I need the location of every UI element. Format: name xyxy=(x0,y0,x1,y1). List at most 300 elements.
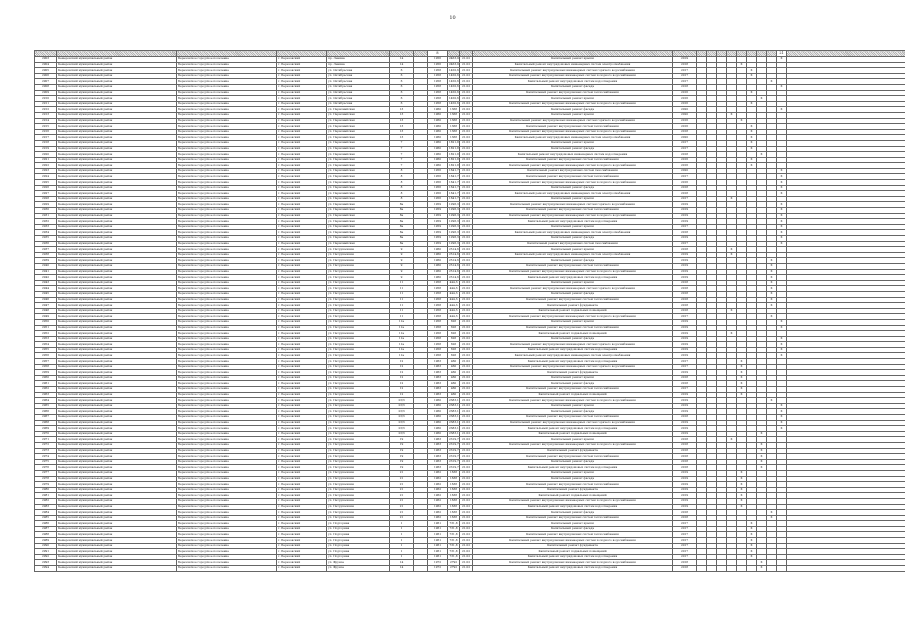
area-cell: 1821,8 xyxy=(449,140,459,145)
row-number: 2969 xyxy=(35,426,57,432)
work-type-cell: Капитальный ремонт внутридомовых инженерных систем горячего водоснабжения xyxy=(473,286,673,292)
year-cell: 1963 xyxy=(428,437,448,443)
year-cell: 1958 xyxy=(428,353,448,359)
municipality-cell: Кемеровский муниципальный район xyxy=(57,554,177,560)
area-cell: 2319,7 xyxy=(449,448,459,452)
row-number: 2933 xyxy=(35,224,57,230)
house-number-cell: 6 xyxy=(390,90,414,96)
row-number: 2927 xyxy=(35,191,57,197)
work-type-cell: Капитальный ремонт фасада xyxy=(473,84,673,90)
settlement-cell: Березовское городское поселение xyxy=(177,454,277,460)
house-number-cell: 12 xyxy=(390,375,414,381)
year-cell: 1960 xyxy=(428,263,448,269)
street-cell: ул. Подгорная xyxy=(327,526,390,532)
work-type-cell: Капитальный ремонт фасада xyxy=(473,409,673,415)
code-cell: 21.02 xyxy=(460,493,473,499)
house-number-cell: 6 xyxy=(390,79,414,85)
municipality-cell: Кемеровский муниципальный район xyxy=(57,297,177,303)
municipality-cell: Кемеровский муниципальный район xyxy=(57,470,177,476)
plan-year-cell: 2019 xyxy=(673,342,697,348)
plan-year-cell: 2018 xyxy=(673,247,697,253)
row-number: 2972 xyxy=(35,442,57,448)
mark-cell: X xyxy=(757,152,767,158)
municipality-cell: Кемеровский муниципальный район xyxy=(57,325,177,331)
year-cell: 1962 xyxy=(428,510,448,516)
street-cell: ул. Петрушечкин xyxy=(327,364,390,370)
mark-cell: X xyxy=(747,157,757,163)
work-type-cell: Капитальный ремонт внутридомовых инженерных систем горячего водоснабжения xyxy=(473,202,673,208)
mark-cell: X xyxy=(747,140,757,146)
settlement-cell: Березовское городское поселение xyxy=(177,476,277,482)
row-number: 2958 xyxy=(35,364,57,370)
year-cell: 1960 xyxy=(428,118,448,124)
year-cell: 1958 xyxy=(428,325,448,331)
code-cell: 21.02 xyxy=(460,325,473,331)
street-cell: ул. Первомайская xyxy=(327,157,390,163)
mark-cell: X xyxy=(777,213,787,219)
mark-cell: X xyxy=(747,554,757,560)
row-number: 2914 xyxy=(35,118,57,124)
street-cell: ул. Петрушечкин xyxy=(327,308,390,314)
code-cell: 21.02 xyxy=(460,112,473,118)
settlement-cell: Березовское городское поселение xyxy=(177,96,277,102)
plan-year-cell: 2019 xyxy=(673,236,697,242)
municipality-cell: Кемеровский муниципальный район xyxy=(57,398,177,404)
locality-cell: г. Березовский xyxy=(277,319,327,325)
settlement-cell: Березовское городское поселение xyxy=(177,157,277,163)
municipality-cell: Кемеровский муниципальный район xyxy=(57,566,177,572)
row-number: 2984 xyxy=(35,510,57,516)
work-type-cell: Капитальный ремонт крыши xyxy=(473,57,673,63)
locality-cell: г. Березовский xyxy=(277,504,327,510)
code-cell: 21.02 xyxy=(460,476,473,482)
municipality-cell: Кемеровский муниципальный район xyxy=(57,521,177,527)
municipality-cell: Кемеровский муниципальный район xyxy=(57,308,177,314)
house-number-cell: 11 xyxy=(390,297,414,303)
year-cell: 1963 xyxy=(428,375,448,381)
code-cell: 21.02 xyxy=(460,57,473,63)
area-cell: 1368 xyxy=(448,118,460,124)
house-number-cell: 1 xyxy=(390,554,414,560)
code-cell: 21.02 xyxy=(460,62,473,68)
settlement-cell: Березовское городское поселение xyxy=(177,303,277,309)
row-number: 2946 xyxy=(35,297,57,303)
year-cell: 1961 xyxy=(428,549,448,555)
code-cell: 21.02 xyxy=(460,96,473,102)
area-cell: 444,3 xyxy=(449,280,458,285)
house-number-cell: 8 xyxy=(390,191,414,197)
plan-year-cell: 2019 xyxy=(673,370,697,376)
work-type-cell: Капитальный ремонт подвальных помещений xyxy=(473,549,673,555)
area-cell: 2383,1 xyxy=(449,425,459,430)
area-cell: 2383,1 xyxy=(449,403,459,408)
work-type-cell: Капитальный ремонт крыши xyxy=(473,319,673,325)
code-cell: 21.02 xyxy=(460,420,473,426)
work-type-cell: Капитальный ремонт крыши xyxy=(473,280,673,286)
code-cell: 21.02 xyxy=(460,286,473,292)
code-cell: 21.02 xyxy=(460,146,473,152)
settlement-cell: Березовское городское поселение xyxy=(177,526,277,532)
settlement-cell: Березовское городское поселение xyxy=(177,498,277,504)
area-cell: 1638 xyxy=(448,504,460,510)
area-cell: 444,3 xyxy=(449,313,458,318)
street-cell: ул. Петрушечкин xyxy=(327,342,390,348)
house-number-cell: 9 xyxy=(390,247,414,253)
municipality-cell: Кемеровский муниципальный район xyxy=(57,236,177,242)
house-number-cell: 8а xyxy=(390,241,414,247)
settlement-cell: Березовское городское поселение xyxy=(177,403,277,409)
municipality-cell: Кемеровский муниципальный район xyxy=(57,560,177,566)
work-type-cell: Капитальный ремонт внутридомовых инженерных систем электроснабжения xyxy=(473,191,673,197)
municipality-cell: Кемеровский муниципальный район xyxy=(57,157,177,163)
locality-cell: г. Березовский xyxy=(277,157,327,163)
street-cell: ул. Петрушечкин xyxy=(327,504,390,510)
street-cell: ул. Петрушечкин xyxy=(327,387,390,393)
area-cell: 1296,3 xyxy=(449,229,459,234)
settlement-cell: Березовское городское поселение xyxy=(177,107,277,113)
mark-cell: X xyxy=(767,263,777,269)
house-number-cell: 12 xyxy=(390,381,414,387)
settlement-cell: Березовское городское поселение xyxy=(177,331,277,337)
mark-cell: X xyxy=(777,180,787,186)
row-number: 2968 xyxy=(35,420,57,426)
code-cell: 21.02 xyxy=(460,174,473,180)
plan-year-cell: 2019 xyxy=(673,331,697,337)
mark-cell: X xyxy=(727,252,737,258)
house-number-cell: 8а xyxy=(390,213,414,219)
mark-cell: X xyxy=(777,107,787,113)
mark-cell: X xyxy=(737,375,747,381)
street-cell: ул. Первомайская xyxy=(327,152,390,158)
work-type-cell: Капитальный ремонт фасада xyxy=(473,291,673,297)
plan-year-cell: 2019 xyxy=(673,319,697,325)
municipality-cell: Кемеровский муниципальный район xyxy=(57,140,177,146)
code-cell: 21.02 xyxy=(460,230,473,236)
code-cell: 21.02 xyxy=(460,191,473,197)
row-number: 2937 xyxy=(35,247,57,253)
row-number: 2930 xyxy=(35,208,57,214)
work-type-cell: Капитальный ремонт внутридомовых инженерных систем холодного водоснабжения xyxy=(473,73,673,79)
locality-cell: г. Березовский xyxy=(277,431,327,437)
year-cell: 1959 xyxy=(428,241,448,247)
area-cell: 444,3 xyxy=(449,291,458,296)
year-cell: 1956 xyxy=(428,185,448,191)
year-cell: 1963 xyxy=(428,442,448,448)
code-cell: 21.02 xyxy=(460,314,473,320)
settlement-cell: Березовское городское поселение xyxy=(177,297,277,303)
row-number: 2980 xyxy=(35,487,57,493)
area-cell: 731,8 xyxy=(449,548,458,553)
code-cell: 21.02 xyxy=(460,79,473,85)
mark-cell: X xyxy=(777,208,787,214)
locality-cell: г. Березовский xyxy=(277,415,327,421)
street-cell: ул. Первомайская xyxy=(327,191,390,197)
house-number-cell: 11а xyxy=(390,336,414,342)
row-number: 2957 xyxy=(35,359,57,365)
settlement-cell: Березовское городское поселение xyxy=(177,84,277,90)
work-type-cell: Капитальный ремонт крыши xyxy=(473,140,673,146)
locality-cell: г. Березовский xyxy=(277,180,327,186)
year-cell: 1972 xyxy=(428,566,448,572)
street-cell: ул. Петрушечкин xyxy=(327,252,390,258)
row-number: 2951 xyxy=(35,325,57,331)
work-type-cell: Капитальный ремонт фасада xyxy=(473,336,673,342)
settlement-cell: Березовское городское поселение xyxy=(177,370,277,376)
year-cell: 1959 xyxy=(428,219,448,225)
municipality-cell: Кемеровский муниципальный район xyxy=(57,431,177,437)
plan-year-cell: 2019 xyxy=(673,409,697,415)
street-cell: ул. Подгорная xyxy=(327,538,390,544)
plan-year-cell: 2016 xyxy=(673,157,697,163)
code-cell: 21.02 xyxy=(460,196,473,202)
year-cell: 1960 xyxy=(428,420,448,426)
work-type-cell: Капитальный ремонт фасада xyxy=(473,107,673,113)
mark-cell: X xyxy=(777,420,787,426)
mark-cell xyxy=(717,566,727,572)
locality-cell: г. Березовский xyxy=(277,392,327,398)
mark-cell: X xyxy=(767,269,777,275)
row-number: 2905 xyxy=(35,68,57,74)
work-type-cell: Капитальный ремонт внутридомовых инженерных систем холодного водоснабжения xyxy=(473,498,673,504)
locality-cell: г. Березовский xyxy=(277,73,327,79)
settlement-cell: Березовское городское поселение xyxy=(177,196,277,202)
locality-cell: г. Березовский xyxy=(277,303,327,309)
municipality-cell: Кемеровский муниципальный район xyxy=(57,185,177,191)
work-type-cell: Капитальный ремонт внутридомовых систем теплоснабжения xyxy=(473,263,673,269)
work-type-cell: Капитальный ремонт внутридомовых инженерных систем горячего водоснабжения xyxy=(473,420,673,426)
area-cell: 1368 xyxy=(448,112,460,118)
mark-cell: X xyxy=(737,359,747,365)
area-cell: 626 xyxy=(448,347,460,353)
locality-cell: г. Березовский xyxy=(277,409,327,415)
plan-year-cell: 2019 xyxy=(673,487,697,493)
house-number-cell: 13 xyxy=(390,124,414,130)
house-number-cell: 9 xyxy=(390,269,414,275)
plan-year-cell: 2016 xyxy=(673,118,697,124)
code-cell: 21.02 xyxy=(460,431,473,437)
plan-year-cell: 2018 xyxy=(673,84,697,90)
settlement-cell: Березовское городское поселение xyxy=(177,286,277,292)
row-number: 2910 xyxy=(35,96,57,102)
locality-cell: г. Березовский xyxy=(277,107,327,113)
settlement-cell: Березовское городское поселение xyxy=(177,57,277,63)
mark-cell: X xyxy=(757,560,767,566)
area-cell: 444,3 xyxy=(449,285,458,290)
mark-cell: X xyxy=(777,57,787,63)
row-number: 2961 xyxy=(35,381,57,387)
mark-cell: X xyxy=(777,185,787,191)
work-type-cell: Капитальный ремонт крыши xyxy=(473,375,673,381)
mark-cell: X xyxy=(757,448,767,454)
street-cell: ул. Петрушечкин xyxy=(327,275,390,281)
settlement-cell: Березовское городское поселение xyxy=(177,101,277,107)
area-cell: 1368 xyxy=(448,129,460,135)
code-cell: 21.02 xyxy=(460,168,473,174)
locality-cell: г. Березовский xyxy=(277,241,327,247)
work-type-cell: Капитальный ремонт внутридомовых инженерных систем горячего водоснабжения xyxy=(473,118,673,124)
house-number-cell: 12 xyxy=(390,387,414,393)
year-cell: 1962 xyxy=(428,482,448,488)
plan-year-cell: 2020 xyxy=(673,135,697,141)
area-cell: 2514,6 xyxy=(449,257,459,262)
row-number: 2966 xyxy=(35,409,57,415)
area-cell: 1821,8 xyxy=(449,151,459,156)
work-type-cell: Капитальный ремонт внутридомовых инженерных систем горячего водоснабжения xyxy=(473,68,673,74)
area-cell: 731,8 xyxy=(449,526,458,531)
code-cell: 21.02 xyxy=(460,185,473,191)
area-cell: 2319,7 xyxy=(449,459,459,464)
code-cell: 21.02 xyxy=(460,487,473,493)
street-cell: ул. Петрушечкин xyxy=(327,258,390,264)
area-cell: 1296,3 xyxy=(449,235,459,240)
mark-cell: X xyxy=(737,370,747,376)
municipality-cell: Кемеровский муниципальный район xyxy=(57,62,177,68)
locality-cell: г. Березовский xyxy=(277,459,327,465)
settlement-cell: Березовское городское поселение xyxy=(177,269,277,275)
area-cell: 444,3 xyxy=(449,297,458,301)
row-number: 2926 xyxy=(35,185,57,191)
area-cell: 460 xyxy=(448,364,460,370)
plan-year-cell: 2019 xyxy=(673,493,697,499)
mark-cell: X xyxy=(747,521,757,527)
house-number-cell: 9 xyxy=(390,252,414,258)
area-cell: 2383,1 xyxy=(449,414,459,419)
house-number-cell: 7 xyxy=(390,157,414,163)
municipality-cell: Кемеровский муниципальный район xyxy=(57,241,177,247)
row-number: 2973 xyxy=(35,448,57,454)
code-cell: 21.02 xyxy=(460,336,473,342)
municipality-cell: Кемеровский муниципальный район xyxy=(57,84,177,90)
year-cell: 1958 xyxy=(428,79,448,85)
municipality-cell: Кемеровский муниципальный район xyxy=(57,538,177,544)
year-cell: 1963 xyxy=(428,387,448,393)
mark-cell: X xyxy=(757,454,767,460)
code-cell: 21.02 xyxy=(460,152,473,158)
house-number-cell: 12 xyxy=(390,359,414,365)
code-cell: 21.02 xyxy=(460,442,473,448)
settlement-cell: Березовское городское поселение xyxy=(177,168,277,174)
year-cell: 1962 xyxy=(428,493,448,499)
row-number: 2908 xyxy=(35,84,57,90)
work-type-cell: Капитальный ремонт внутридомовых систем водоотведения xyxy=(473,554,673,560)
row-number: 2949 xyxy=(35,314,57,320)
code-cell: 21.02 xyxy=(460,163,473,169)
work-type-cell: Капитальный ремонт внутридомовых инженерных систем водоотведения xyxy=(473,152,673,158)
plan-year-cell: 2019 xyxy=(673,57,697,63)
municipality-cell: Кемеровский муниципальный район xyxy=(57,112,177,118)
area-cell: 2319,7 xyxy=(449,436,459,441)
municipality-cell: Кемеровский муниципальный район xyxy=(57,442,177,448)
area-cell: 1641,7 xyxy=(449,179,459,184)
locality-cell: г. Березовский xyxy=(277,448,327,454)
row-number: 2907 xyxy=(35,79,57,85)
plan-year-cell: 2017 xyxy=(673,359,697,365)
municipality-cell: Кемеровский муниципальный район xyxy=(57,336,177,342)
settlement-cell: Березовское городское поселение xyxy=(177,79,277,85)
locality-cell: г. Березовский xyxy=(277,398,327,404)
row-number: 2920 xyxy=(35,152,57,158)
plan-year-cell: 2018 xyxy=(673,415,697,421)
plan-year-cell: 2018 xyxy=(673,437,697,443)
work-type-cell: Капитальный ремонт внутридомовых систем теплоснабжения xyxy=(473,415,673,421)
code-cell: 21.02 xyxy=(460,280,473,286)
area-cell: 1296,3 xyxy=(449,241,459,246)
municipality-cell: Кемеровский муниципальный район xyxy=(57,510,177,516)
house-number-cell: 6 xyxy=(390,68,414,74)
area-cell: 626 xyxy=(448,342,460,348)
street-cell: ул. Петрушечкин xyxy=(327,476,390,482)
locality-cell: г. Березовский xyxy=(277,68,327,74)
locality-cell: г. Березовский xyxy=(277,297,327,303)
municipality-cell: Кемеровский муниципальный район xyxy=(57,482,177,488)
work-type-cell: Капитальный ремонт внутридомовых инженерных систем горячего водоснабжения xyxy=(473,364,673,370)
municipality-cell: Кемеровский муниципальный район xyxy=(57,252,177,258)
year-cell: 1960 xyxy=(428,403,448,409)
mark-cell: X xyxy=(727,331,737,337)
street-cell: ул. Петрушечкин xyxy=(327,291,390,297)
house-number-cell: 23/3 xyxy=(390,403,414,409)
house-number-cell: 11а xyxy=(390,319,414,325)
work-type-cell: Капитальный ремонт фасада xyxy=(473,146,673,152)
row-number: 2978 xyxy=(35,476,57,482)
settlement-cell: Березовское городское поселение xyxy=(177,415,277,421)
year-cell: 1958 xyxy=(428,90,448,96)
area-cell: 2383,1 xyxy=(449,408,459,413)
settlement-cell: Березовское городское поселение xyxy=(177,73,277,79)
plan-year-cell: 2019 xyxy=(673,392,697,398)
settlement-cell: Березовское городское поселение xyxy=(177,554,277,560)
row-number: 2952 xyxy=(35,331,57,337)
work-type-cell: Капитальный ремонт внутридомовых систем водоотведения xyxy=(473,219,673,225)
mark-cell: X xyxy=(747,532,757,538)
work-type-cell: Капитальный ремонт фундамента xyxy=(473,370,673,376)
house-number-cell: 8а xyxy=(390,230,414,236)
municipality-cell: Кемеровский муниципальный район xyxy=(57,213,177,219)
settlement-cell: Березовское городское поселение xyxy=(177,252,277,258)
municipality-cell: Кемеровский муниципальный район xyxy=(57,224,177,230)
mark-cell: X xyxy=(727,196,737,202)
locality-cell: г. Березовский xyxy=(277,532,327,538)
locality-cell: г. Березовский xyxy=(277,269,327,275)
locality-cell: г. Березовский xyxy=(277,403,327,409)
house-number-cell: 12 xyxy=(390,364,414,370)
street-cell: ул. Петрушечкин xyxy=(327,392,390,398)
house-number-cell: 23/3 xyxy=(390,415,414,421)
row-number: 2931 xyxy=(35,213,57,219)
plan-year-cell: 2017 xyxy=(673,140,697,146)
row-number: 2962 xyxy=(35,387,57,393)
locality-cell: г. Березовский xyxy=(277,168,327,174)
row-number: 2932 xyxy=(35,219,57,225)
area-cell: 2514,6 xyxy=(449,269,459,273)
area-cell: 460 xyxy=(448,370,460,376)
code-cell: 21.02 xyxy=(460,403,473,409)
locality-cell: г. Березовский xyxy=(277,493,327,499)
house-number-cell: 13 xyxy=(390,112,414,118)
house-number-cell: 14 xyxy=(390,566,414,572)
work-type-cell: Капитальный ремонт внутридомовых систем теплоснабжения xyxy=(473,297,673,303)
locality-cell: г. Березовский xyxy=(277,208,327,214)
municipality-cell: Кемеровский муниципальный район xyxy=(57,152,177,158)
row-number: 2934 xyxy=(35,230,57,236)
municipality-cell: Кемеровский муниципальный район xyxy=(57,96,177,102)
municipality-cell: Кемеровский муниципальный район xyxy=(57,387,177,393)
year-cell: 1960 xyxy=(428,398,448,404)
work-type-cell: Капитальный ремонт подвальных помещений xyxy=(473,493,673,499)
settlement-cell: Березовское городское поселение xyxy=(177,124,277,130)
code-cell: 21.02 xyxy=(460,180,473,186)
settlement-cell: Березовское городское поселение xyxy=(177,431,277,437)
